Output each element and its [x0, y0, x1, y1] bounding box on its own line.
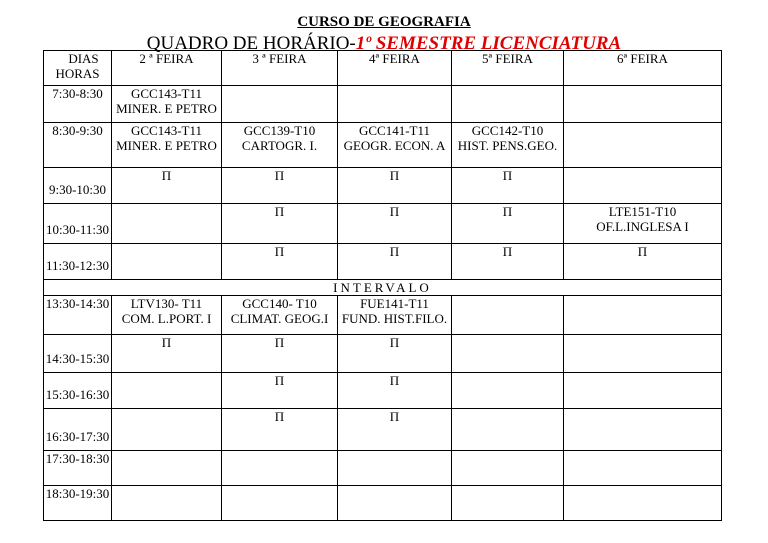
hour-cell: 16:30-17:30	[44, 409, 112, 451]
class-code: GCC143-T11	[130, 123, 203, 138]
empty-cell	[564, 451, 722, 486]
class-name: CARTOGR. I.	[241, 138, 318, 153]
pi-mark: Π	[112, 335, 222, 373]
class-code: GCC142-T10	[471, 123, 544, 138]
class-code: GCC140- T10	[242, 296, 317, 311]
course-title: CURSO DE GEOGRAFIA	[297, 14, 471, 30]
class-cell	[112, 123, 222, 168]
pi-mark: Π	[222, 335, 338, 373]
empty-cell	[112, 204, 222, 244]
empty-cell	[112, 373, 222, 409]
pi-mark: Π	[112, 168, 222, 204]
class-cell	[338, 123, 452, 168]
hour-cell: 7:30-8:30	[44, 86, 112, 123]
empty-cell	[564, 335, 722, 373]
hour-cell: 8:30-9:30	[44, 123, 112, 168]
class-name: CLIMAT. GEOG.I	[230, 311, 329, 326]
hour-cell: 17:30-18:30	[44, 451, 112, 486]
empty-cell	[564, 86, 722, 123]
pi-mark: Π	[338, 409, 452, 451]
pi-mark: Π	[222, 168, 338, 204]
schedule-table	[43, 50, 722, 521]
pi-mark: Π	[338, 168, 452, 204]
class-cell	[222, 296, 338, 335]
hour-cell: 9:30-10:30	[44, 168, 112, 204]
empty-cell	[452, 86, 564, 123]
pi-mark: Π	[452, 244, 564, 280]
pi-mark: Π	[452, 204, 564, 244]
empty-cell	[222, 486, 338, 521]
empty-cell	[112, 486, 222, 521]
pi-mark: Π	[222, 204, 338, 244]
class-name: HIST. PENS.GEO.	[457, 138, 558, 153]
class-code: LTE151-T10	[608, 204, 677, 219]
table-row	[44, 451, 722, 486]
class-name: COM. L.PORT. I	[121, 311, 212, 326]
class-name: GEOGR. ECON. A	[343, 138, 446, 153]
pi-mark: Π	[338, 373, 452, 409]
header-row	[44, 51, 722, 86]
empty-cell	[452, 373, 564, 409]
empty-cell	[452, 486, 564, 521]
corner-cell	[44, 51, 112, 86]
pi-mark: Π	[222, 373, 338, 409]
empty-cell	[564, 409, 722, 451]
class-cell	[112, 86, 222, 123]
empty-cell	[112, 409, 222, 451]
empty-cell	[564, 296, 722, 335]
hour-cell: 13:30-14:30	[44, 296, 112, 335]
interval-row	[44, 280, 722, 296]
table-row	[44, 373, 722, 409]
class-cell	[112, 296, 222, 335]
empty-cell	[452, 409, 564, 451]
day-header-mon: 2 ª FEIRA	[112, 51, 222, 86]
class-code: GCC139-T10	[243, 123, 316, 138]
table-row	[44, 123, 722, 168]
empty-cell	[452, 451, 564, 486]
class-code: GCC143-T11	[130, 86, 203, 101]
empty-cell	[338, 451, 452, 486]
table-row	[44, 244, 722, 280]
empty-cell	[564, 373, 722, 409]
table-row	[44, 409, 722, 451]
pi-mark: Π	[338, 204, 452, 244]
pi-mark: Π	[222, 409, 338, 451]
class-cell	[564, 204, 722, 244]
pi-mark: Π	[222, 244, 338, 280]
empty-cell	[564, 123, 722, 168]
schedule-title-prefix: QUADRO DE HORÁRIO-	[146, 33, 356, 54]
empty-cell	[338, 486, 452, 521]
interval-label: INTERVALO	[44, 280, 722, 296]
class-code: GCC141-T11	[358, 123, 431, 138]
empty-cell	[452, 335, 564, 373]
table-row	[44, 296, 722, 335]
empty-cell	[564, 168, 722, 204]
class-name: FUND. HIST.FILO.	[341, 311, 448, 326]
empty-cell	[452, 296, 564, 335]
day-header-thu: 5ª FEIRA	[452, 51, 564, 86]
hour-cell: 14:30-15:30	[44, 335, 112, 373]
class-cell	[338, 296, 452, 335]
day-header-fri: 6ª FEIRA	[564, 51, 722, 86]
table-row	[44, 486, 722, 521]
empty-cell	[112, 244, 222, 280]
hour-cell: 15:30-16:30	[44, 373, 112, 409]
class-name: MINER. E PETRO	[116, 138, 217, 153]
hour-cell: 11:30-12:30	[44, 244, 112, 280]
hour-cell: 10:30-11:30	[44, 204, 112, 244]
pi-mark: Π	[452, 168, 564, 204]
class-cell	[452, 123, 564, 168]
semester-label: 1º SEMESTRE LICENCIATURA	[355, 33, 622, 54]
hour-cell: 18:30-19:30	[44, 486, 112, 521]
class-code: FUE141-T11	[360, 296, 429, 311]
pi-mark: Π	[564, 244, 722, 280]
corner-horas: HORAS	[55, 66, 100, 81]
day-header-tue: 3 ª FEIRA	[222, 51, 338, 86]
class-cell	[222, 123, 338, 168]
day-header-wed: 4ª FEIRA	[338, 51, 452, 86]
class-name: OF.L.INGLESA I	[596, 219, 689, 234]
empty-cell	[222, 86, 338, 123]
pi-mark: Π	[338, 244, 452, 280]
corner-dias: DIAS	[68, 51, 99, 66]
empty-cell	[222, 451, 338, 486]
class-code: LTV130- T11	[130, 296, 203, 311]
empty-cell	[338, 86, 452, 123]
empty-cell	[564, 486, 722, 521]
table-row	[44, 204, 722, 244]
table-row	[44, 335, 722, 373]
table-row	[44, 168, 722, 204]
empty-cell	[112, 451, 222, 486]
class-name: MINER. E PETRO	[116, 101, 217, 116]
table-row	[44, 86, 722, 123]
pi-mark: Π	[338, 335, 452, 373]
